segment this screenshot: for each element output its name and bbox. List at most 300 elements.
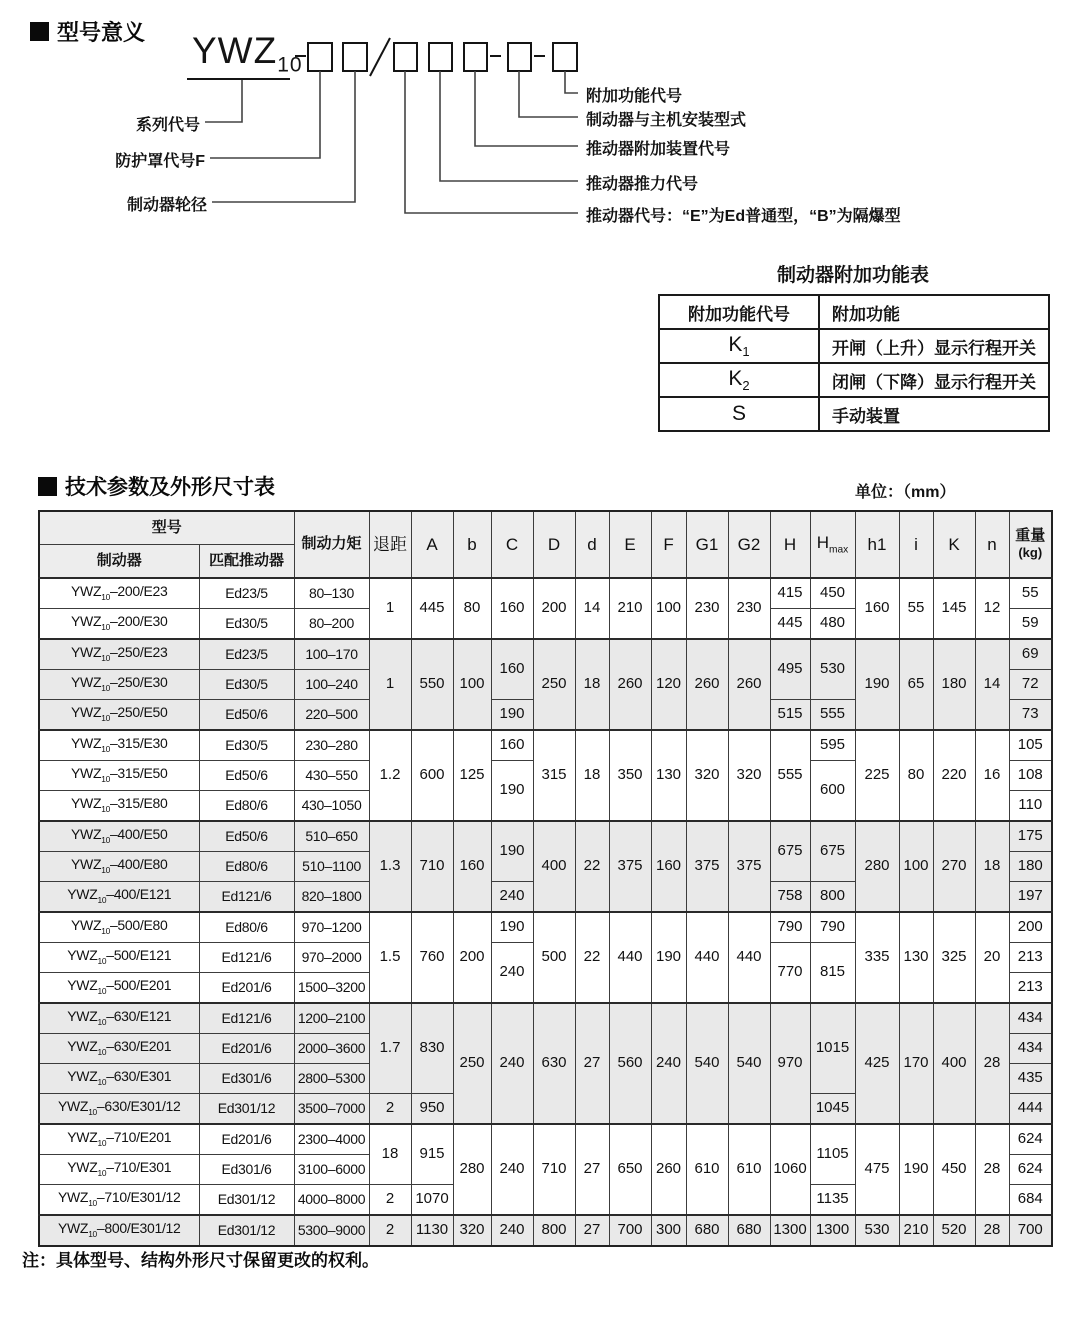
spec-cell: 230 bbox=[686, 578, 728, 639]
spec-cell: 480 bbox=[810, 609, 855, 640]
spec-cell: 200 bbox=[1009, 912, 1052, 943]
spec-cell: Ed201/6 bbox=[199, 1034, 294, 1064]
spec-cell: 225 bbox=[855, 730, 899, 821]
spec-cell: 145 bbox=[933, 578, 975, 639]
spec-cell: 425 bbox=[855, 1003, 899, 1124]
spec-cell: 475 bbox=[855, 1124, 899, 1215]
spec-cell: 180 bbox=[1009, 852, 1052, 882]
spec-cell: 800 bbox=[533, 1215, 575, 1246]
spec-cell: 27 bbox=[575, 1124, 609, 1215]
section-title-text: 型号意义 bbox=[57, 20, 146, 45]
spec-cell: $YWZ_{10}-630/E201$ bbox=[39, 1034, 199, 1064]
footer-note: 注：具体型号、结构外形尺寸保留更改的权利。 bbox=[22, 1251, 379, 1270]
spec-cell: 915 bbox=[411, 1124, 453, 1185]
spec-cell: 434 bbox=[1009, 1003, 1052, 1034]
spec-cell: 240 bbox=[651, 1003, 686, 1124]
func-desc-cell: 手动装置 bbox=[819, 397, 1049, 431]
spec-cell: 2300–4000 bbox=[294, 1124, 369, 1155]
func-table-body bbox=[659, 329, 1049, 431]
connector-series bbox=[205, 80, 242, 122]
spec-cell: 210 bbox=[899, 1215, 933, 1246]
spec-cell: 3500–7000 bbox=[294, 1094, 369, 1125]
spec-cell: Ed30/5 bbox=[199, 609, 294, 640]
spec-cell: 830 bbox=[411, 1003, 453, 1094]
spec-cell: 200 bbox=[533, 578, 575, 639]
spec-cell: 12 bbox=[975, 578, 1009, 639]
func-table-header-cell: 附加功能代号 bbox=[659, 295, 819, 329]
spec-cell: Ed201/6 bbox=[199, 1124, 294, 1155]
spec-cell: $YWZ_{10}-500/E80$ bbox=[39, 912, 199, 943]
spec-cell: 190 bbox=[855, 639, 899, 730]
spec-cell: 197 bbox=[1009, 882, 1052, 913]
spec-cell: Ed80/6 bbox=[199, 912, 294, 943]
spec-table bbox=[38, 510, 1053, 1247]
spec-cell: 1130 bbox=[411, 1215, 453, 1246]
spec-cell: 1045 bbox=[810, 1094, 855, 1125]
spec-cell: 260 bbox=[609, 639, 651, 730]
header-model-group: 型号 bbox=[39, 511, 294, 545]
spec-cell: 1135 bbox=[810, 1185, 855, 1216]
spec-cell: 540 bbox=[728, 1003, 770, 1124]
spec-cell: 18 bbox=[369, 1124, 411, 1185]
spec-cell: Ed301/6 bbox=[199, 1064, 294, 1094]
table-row bbox=[39, 578, 1052, 609]
header-cell: G2 bbox=[728, 511, 770, 578]
spec-cell: 710 bbox=[533, 1124, 575, 1215]
spec-cell: 1.7 bbox=[369, 1003, 411, 1094]
spec-cell: 440 bbox=[728, 912, 770, 1003]
spec-cell: 950 bbox=[411, 1094, 453, 1125]
spec-cell: 970–1200 bbox=[294, 912, 369, 943]
spec-cell: 440 bbox=[609, 912, 651, 1003]
spec-cell: 160 bbox=[651, 821, 686, 912]
spec-cell: 2800–5300 bbox=[294, 1064, 369, 1094]
spec-cell: 600 bbox=[411, 730, 453, 821]
spec-cell: $YWZ_{10}-250/E23$ bbox=[39, 639, 199, 670]
mounting-type-label: 制动器与主机安装型式 bbox=[586, 112, 747, 129]
spec-cell: 375 bbox=[728, 821, 770, 912]
spec-cell: 600 bbox=[810, 761, 855, 822]
header-cell: D bbox=[533, 511, 575, 578]
header-cell: A bbox=[411, 511, 453, 578]
pusher-code-label: 推动器代号：“E”为Ed普通型，“B”为隔爆型 bbox=[586, 208, 901, 225]
spec-cell: 675 bbox=[810, 821, 855, 882]
spec-cell: Ed50/6 bbox=[199, 821, 294, 852]
spec-cell: 3100–6000 bbox=[294, 1155, 369, 1185]
spec-cell: 190 bbox=[491, 912, 533, 943]
spec-cell: 160 bbox=[855, 578, 899, 639]
spec-cell: 160 bbox=[491, 730, 533, 761]
spec-cell: 2000–3600 bbox=[294, 1034, 369, 1064]
spec-cell: 515 bbox=[770, 700, 810, 731]
spec-cell: 100–240 bbox=[294, 670, 369, 700]
spec-cell: 100 bbox=[899, 821, 933, 912]
connector-thrust bbox=[440, 71, 578, 181]
spec-cell: 250 bbox=[453, 1003, 491, 1124]
spec-cell: 170 bbox=[899, 1003, 933, 1124]
spec-cell: 440 bbox=[686, 912, 728, 1003]
spec-cell: 27 bbox=[575, 1003, 609, 1124]
header-cell: 制动器 bbox=[39, 545, 199, 579]
spec-cell: 220–500 bbox=[294, 700, 369, 731]
func-code-cell: $K_1$ bbox=[659, 329, 819, 363]
spec-cell: 510–1100 bbox=[294, 852, 369, 882]
spec-cell: 28 bbox=[975, 1215, 1009, 1246]
spec-cell: 400 bbox=[933, 1003, 975, 1124]
header-cell: E bbox=[609, 511, 651, 578]
spec-cell: 240 bbox=[491, 1215, 533, 1246]
additional-function-code-label: 附加功能代号 bbox=[586, 88, 683, 105]
spec-cell: 1060 bbox=[770, 1124, 810, 1215]
spec-cell: 335 bbox=[855, 912, 899, 1003]
func-code-cell: S bbox=[659, 397, 819, 431]
header-cell: G1 bbox=[686, 511, 728, 578]
spec-cell: 213 bbox=[1009, 943, 1052, 973]
spec-cell: 1.3 bbox=[369, 821, 411, 912]
spec-cell: $YWZ_{10}-315/E80$ bbox=[39, 791, 199, 822]
spec-cell: 1.2 bbox=[369, 730, 411, 821]
spec-cell: 700 bbox=[609, 1215, 651, 1246]
spec-cell: 18 bbox=[975, 821, 1009, 912]
spec-cell: 108 bbox=[1009, 761, 1052, 791]
spec-cell: 59 bbox=[1009, 609, 1052, 640]
spec-cell: 240 bbox=[491, 943, 533, 1004]
spec-cell: 680 bbox=[728, 1215, 770, 1246]
spec-cell: 73 bbox=[1009, 700, 1052, 731]
spec-cell: $YWZ_{10}-200/E23$ bbox=[39, 578, 199, 609]
header-cell: C bbox=[491, 511, 533, 578]
spec-cell: $YWZ_{10}-315/E50$ bbox=[39, 761, 199, 791]
spec-cell: 684 bbox=[1009, 1185, 1052, 1216]
spec-cell: 680 bbox=[686, 1215, 728, 1246]
code-box-thrust bbox=[429, 43, 452, 71]
spec-cell: 550 bbox=[411, 639, 453, 730]
table-row bbox=[39, 1124, 1052, 1155]
wheel-diameter-label: 制动器轮径 bbox=[126, 197, 207, 214]
spec-cell: 675 bbox=[770, 821, 810, 882]
spec-cell: 130 bbox=[899, 912, 933, 1003]
spec-cell: 100 bbox=[453, 639, 491, 730]
spec-cell: 5300–9000 bbox=[294, 1215, 369, 1246]
spec-cell: 790 bbox=[770, 912, 810, 943]
spec-cell: 320 bbox=[453, 1215, 491, 1246]
spec-cell: 230–280 bbox=[294, 730, 369, 761]
table-row bbox=[39, 1215, 1052, 1246]
spec-cell: 270 bbox=[933, 821, 975, 912]
spec-cell: 430–550 bbox=[294, 761, 369, 791]
header-cell: b bbox=[453, 511, 491, 578]
spec-cell: 820–1800 bbox=[294, 882, 369, 913]
connector-mount bbox=[519, 71, 578, 117]
spec-cell: 624 bbox=[1009, 1124, 1052, 1155]
spec-cell: 69 bbox=[1009, 639, 1052, 670]
spec-cell: 800 bbox=[810, 882, 855, 913]
spec-cell: 300 bbox=[651, 1215, 686, 1246]
spec-cell: 18 bbox=[575, 730, 609, 821]
spec-cell: 20 bbox=[975, 912, 1009, 1003]
spec-cell: 434 bbox=[1009, 1034, 1052, 1064]
spec-cell: 240 bbox=[491, 1124, 533, 1215]
spec-cell: $YWZ_{10}-250/E30$ bbox=[39, 670, 199, 700]
spec-cell: 260 bbox=[651, 1124, 686, 1215]
header-cell: H bbox=[770, 511, 810, 578]
func-table-header-cell: 附加功能 bbox=[819, 295, 1049, 329]
table-row bbox=[39, 821, 1052, 852]
header-cell: i bbox=[899, 511, 933, 578]
spec-cell: 160 bbox=[453, 821, 491, 912]
spec-cell: $YWZ_{10}-710/E301$ bbox=[39, 1155, 199, 1185]
spec-cell: Ed121/6 bbox=[199, 943, 294, 973]
spec-cell: 16 bbox=[975, 730, 1009, 821]
spec-cell: 14 bbox=[575, 578, 609, 639]
header-cell: $H_{max}$ bbox=[810, 511, 855, 578]
spec-cell: 415 bbox=[770, 578, 810, 609]
spec-cell: $YWZ_{10}-400/E50$ bbox=[39, 821, 199, 852]
spec-cell: 130 bbox=[651, 730, 686, 821]
spec-cell: 450 bbox=[810, 578, 855, 609]
spec-cell: 510–650 bbox=[294, 821, 369, 852]
func-table-header bbox=[659, 295, 1049, 329]
spec-cell: 1300 bbox=[770, 1215, 810, 1246]
pusher-attachment-code-label: 推动器附加装置代号 bbox=[586, 141, 731, 158]
spec-cell: 444 bbox=[1009, 1094, 1052, 1125]
code-box-addfunc bbox=[553, 43, 577, 71]
spec-cell: 760 bbox=[411, 912, 453, 1003]
spec-cell: 555 bbox=[770, 730, 810, 821]
spec-cell: 190 bbox=[899, 1124, 933, 1215]
header-cell: 重量 (kg) bbox=[1009, 511, 1052, 578]
code-box-device bbox=[464, 43, 487, 71]
spec-cell: 1 bbox=[369, 639, 411, 730]
header-cell: 制动力矩 bbox=[294, 511, 369, 578]
spec-cell: 213 bbox=[1009, 973, 1052, 1004]
spec-cell: 55 bbox=[899, 578, 933, 639]
slash bbox=[370, 38, 390, 76]
func-desc-cell: 闭闸（下降）显示行程开关 bbox=[819, 363, 1049, 397]
spec-cell: $YWZ_{10}-400/E121$ bbox=[39, 882, 199, 913]
func-table-row bbox=[659, 397, 1049, 431]
spec-cell: Ed121/6 bbox=[199, 1003, 294, 1034]
func-code-cell: $K_2$ bbox=[659, 363, 819, 397]
spec-cell: 220 bbox=[933, 730, 975, 821]
spec-cell: 4000–8000 bbox=[294, 1185, 369, 1216]
connector-addfunc bbox=[565, 71, 578, 93]
spec-cell: 2 bbox=[369, 1185, 411, 1216]
spec-cell: 555 bbox=[810, 700, 855, 731]
spec-cell: 27 bbox=[575, 1215, 609, 1246]
spec-cell: 350 bbox=[609, 730, 651, 821]
spec-cell: 450 bbox=[933, 1124, 975, 1215]
spec-cell: 815 bbox=[810, 943, 855, 1004]
spec-cell: $YWZ_{10}-630/E301$ bbox=[39, 1064, 199, 1094]
spec-cell: 175 bbox=[1009, 821, 1052, 852]
header-cell: h1 bbox=[855, 511, 899, 578]
spec-cell: 80 bbox=[899, 730, 933, 821]
spec-cell: Ed301/12 bbox=[199, 1215, 294, 1246]
func-table-row bbox=[659, 329, 1049, 363]
spec-cell: 315 bbox=[533, 730, 575, 821]
spec-cell: 55 bbox=[1009, 578, 1052, 609]
spec-cell: Ed23/5 bbox=[199, 639, 294, 670]
spec-cell: 1 bbox=[369, 578, 411, 639]
connector-wheel bbox=[212, 71, 355, 202]
spec-cell: 1300 bbox=[810, 1215, 855, 1246]
spec-cell: 530 bbox=[810, 639, 855, 700]
spec-table-body bbox=[39, 578, 1052, 1246]
unit-label: 单位：（mm） bbox=[855, 484, 956, 501]
connector-pusher bbox=[405, 71, 578, 213]
connector-device bbox=[475, 71, 578, 146]
spec-cell: 160 bbox=[491, 639, 533, 700]
spec-cell: 280 bbox=[453, 1124, 491, 1215]
shield-code-label: 防护罩代号F bbox=[115, 153, 205, 170]
spec-cell: $YWZ_{10}-250/E50$ bbox=[39, 700, 199, 731]
spec-cell: 100–170 bbox=[294, 639, 369, 670]
spec-cell: 14 bbox=[975, 639, 1009, 730]
spec-cell: $YWZ_{10}-500/E201$ bbox=[39, 973, 199, 1004]
spec-cell: 100 bbox=[651, 578, 686, 639]
table-row bbox=[39, 730, 1052, 761]
spec-cell: $YWZ_{10}-315/E30$ bbox=[39, 730, 199, 761]
func-desc-cell: 开闸（上升）显示行程开关 bbox=[819, 329, 1049, 363]
spec-cell: 180 bbox=[933, 639, 975, 730]
spec-cell: 495 bbox=[770, 639, 810, 700]
spec-cell: 520 bbox=[933, 1215, 975, 1246]
brake-additional-function-table bbox=[658, 294, 1050, 432]
header-cell: F bbox=[651, 511, 686, 578]
spec-cell: 80–200 bbox=[294, 609, 369, 640]
header-cell: K bbox=[933, 511, 975, 578]
table-row bbox=[39, 1003, 1052, 1034]
spec-cell: 1015 bbox=[810, 1003, 855, 1094]
spec-cell: 250 bbox=[533, 639, 575, 730]
spec-cell: Ed80/6 bbox=[199, 852, 294, 882]
spec-cell: 260 bbox=[686, 639, 728, 730]
header-cell: d bbox=[575, 511, 609, 578]
spec-cell: $YWZ_{10}-630/E121$ bbox=[39, 1003, 199, 1034]
spec-cell: 595 bbox=[810, 730, 855, 761]
spec-cell: 65 bbox=[899, 639, 933, 730]
spec-cell: 790 bbox=[810, 912, 855, 943]
pusher-thrust-code-label: 推动器推力代号 bbox=[586, 176, 699, 193]
spec-cell: 240 bbox=[491, 882, 533, 913]
spec-cell: 320 bbox=[728, 730, 770, 821]
spec-cell: 610 bbox=[686, 1124, 728, 1215]
code-box-wheel bbox=[343, 43, 367, 71]
spec-cell: 375 bbox=[686, 821, 728, 912]
spec-cell: 125 bbox=[453, 730, 491, 821]
model-code-diagram bbox=[0, 0, 1091, 250]
spec-cell: 1200–2100 bbox=[294, 1003, 369, 1034]
spec-cell: 2 bbox=[369, 1215, 411, 1246]
spec-cell: 110 bbox=[1009, 791, 1052, 822]
spec-cell: $YWZ_{10}-800/E301/12$ bbox=[39, 1215, 199, 1246]
spec-cell: 500 bbox=[533, 912, 575, 1003]
spec-cell: 1105 bbox=[810, 1124, 855, 1185]
spec-cell: $YWZ_{10}-400/E80$ bbox=[39, 852, 199, 882]
spec-cell: 28 bbox=[975, 1124, 1009, 1215]
spec-cell: 80 bbox=[453, 578, 491, 639]
spec-cell: 560 bbox=[609, 1003, 651, 1124]
spec-cell: 1.5 bbox=[369, 912, 411, 1003]
spec-cell: 80–130 bbox=[294, 578, 369, 609]
spec-cell: $YWZ_{10}-630/E301/12$ bbox=[39, 1094, 199, 1125]
spec-cell: Ed50/6 bbox=[199, 761, 294, 791]
spec-cell: 160 bbox=[491, 578, 533, 639]
spec-table-header bbox=[39, 511, 1052, 578]
code-box-pusher bbox=[394, 43, 417, 71]
table-row bbox=[39, 639, 1052, 670]
spec-cell: 28 bbox=[975, 1003, 1009, 1124]
spec-cell: Ed30/5 bbox=[199, 670, 294, 700]
spec-cell: $YWZ_{10}-710/E301/12$ bbox=[39, 1185, 199, 1216]
spec-cell: 375 bbox=[609, 821, 651, 912]
spec-cell: 770 bbox=[770, 943, 810, 1004]
header-cell: n bbox=[975, 511, 1009, 578]
spec-cell: 1500–3200 bbox=[294, 973, 369, 1004]
spec-cell: 530 bbox=[855, 1215, 899, 1246]
spec-cell: Ed23/5 bbox=[199, 578, 294, 609]
spec-cell: 240 bbox=[491, 1003, 533, 1124]
table-row bbox=[39, 912, 1052, 943]
header-cell: 退距 bbox=[369, 511, 411, 578]
spec-cell: 200 bbox=[453, 912, 491, 1003]
func-table-row bbox=[659, 363, 1049, 397]
spec-cell: 445 bbox=[411, 578, 453, 639]
spec-cell: $YWZ_{10}-710/E201$ bbox=[39, 1124, 199, 1155]
spec-cell: $YWZ_{10}-500/E121$ bbox=[39, 943, 199, 973]
spec-cell: Ed201/6 bbox=[199, 973, 294, 1004]
spec-section-title bbox=[38, 471, 275, 501]
spec-cell: Ed50/6 bbox=[199, 700, 294, 731]
code-box-shield bbox=[308, 43, 332, 71]
spec-cell: 435 bbox=[1009, 1064, 1052, 1094]
spec-cell: 190 bbox=[651, 912, 686, 1003]
spec-cell: 320 bbox=[686, 730, 728, 821]
spec-cell: 120 bbox=[651, 639, 686, 730]
spec-cell: 210 bbox=[609, 578, 651, 639]
spec-cell: 190 bbox=[491, 700, 533, 731]
connector-shield bbox=[210, 71, 320, 158]
model-code-text: $YWZ_{10}$ bbox=[192, 30, 303, 77]
spec-cell: 72 bbox=[1009, 670, 1052, 700]
series-code-label: 系列代号 bbox=[135, 117, 200, 134]
spec-cell: Ed80/6 bbox=[199, 791, 294, 822]
spec-cell: 22 bbox=[575, 912, 609, 1003]
spec-cell: 970–2000 bbox=[294, 943, 369, 973]
spec-cell: 2 bbox=[369, 1094, 411, 1125]
spec-cell: 1070 bbox=[411, 1185, 453, 1216]
spec-cell: 970 bbox=[770, 1003, 810, 1124]
black-square-marker bbox=[38, 477, 57, 496]
spec-cell: Ed301/12 bbox=[199, 1094, 294, 1125]
spec-cell: Ed121/6 bbox=[199, 882, 294, 913]
spec-cell: 650 bbox=[609, 1124, 651, 1215]
spec-cell: Ed301/12 bbox=[199, 1185, 294, 1216]
func-table-title: 制动器附加功能表 bbox=[776, 265, 929, 286]
spec-cell: Ed301/6 bbox=[199, 1155, 294, 1185]
spec-cell: 624 bbox=[1009, 1155, 1052, 1185]
spec-cell: 430–1050 bbox=[294, 791, 369, 822]
spec-cell: 610 bbox=[728, 1124, 770, 1215]
spec-cell: 22 bbox=[575, 821, 609, 912]
code-box-mount bbox=[508, 43, 531, 71]
spec-cell: 105 bbox=[1009, 730, 1052, 761]
spec-cell: 260 bbox=[728, 639, 770, 730]
spec-cell: 540 bbox=[686, 1003, 728, 1124]
spec-cell: 190 bbox=[491, 821, 533, 882]
spec-cell: 700 bbox=[1009, 1215, 1052, 1246]
